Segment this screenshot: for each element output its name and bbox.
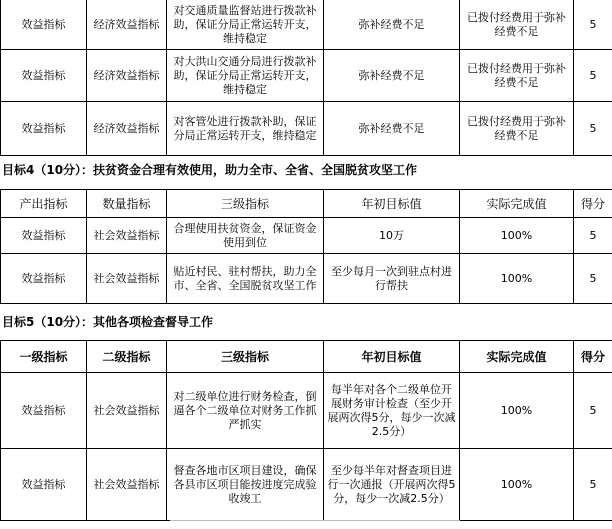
level1-cell: 效益指标 <box>1 0 87 50</box>
goal5-title: 目标5（10分）：其他各项检查督导工作 <box>2 314 213 330</box>
level1-cell: 效益指标 <box>1 449 87 521</box>
header-cell: 实际完成值 <box>460 341 574 373</box>
level2-cell: 社会效益指标 <box>87 218 167 254</box>
score-cell: 5 <box>574 449 612 521</box>
level3-cell: 贴近村民、驻村帮扶，助力全市、全省、全国脱贫攻坚工作 <box>167 254 324 304</box>
table-row <box>1 373 612 449</box>
table-header-row <box>1 190 612 218</box>
score-cell: 5 <box>574 0 612 50</box>
actual-cell: 100% <box>460 373 574 449</box>
goal4-title: 目标4（10分）：扶贫资金合理有效使用，助力全市、全省、全国脱贫攻坚工作 <box>2 162 417 178</box>
score-cell: 5 <box>574 50 612 102</box>
level3-cell: 合理使用扶贫资金，保证资金使用到位 <box>167 218 324 254</box>
target-cell: 至少每半年对督查项目进行一次通报（开展两次得5分，每少一次减2.5分） <box>324 449 460 521</box>
level3-cell: 对二级单位进行财务检查，倒逼各个二级单位对财务工作抓严抓实 <box>167 373 324 449</box>
header-cell: 二级指标 <box>87 341 167 373</box>
target-cell: 每半年对各个二级单位开展财务审计检查（至少开展两次得5分，每少一次减2.5分） <box>324 373 460 449</box>
level3-cell: 对客管处进行拨款补助，保证分局正常运转开支，维持稳定 <box>167 102 324 156</box>
level1-cell: 效益指标 <box>1 254 87 304</box>
target-cell: 至少每月一次到驻点村进行帮扶 <box>324 254 460 304</box>
level1-cell: 效益指标 <box>1 50 87 102</box>
header-cell: 数量指标 <box>87 190 167 218</box>
table-row <box>1 50 612 102</box>
header-cell: 年初目标值 <box>324 190 460 218</box>
level2-cell: 社会效益指标 <box>87 449 167 521</box>
level1-cell: 效益指标 <box>1 102 87 156</box>
table-row <box>1 0 612 50</box>
table-row <box>1 218 612 254</box>
table-row <box>1 102 612 156</box>
header-cell: 产出指标 <box>1 190 87 218</box>
table-row <box>1 254 612 304</box>
score-cell: 5 <box>574 218 612 254</box>
header-cell: 得分 <box>574 341 612 373</box>
level3-cell: 对交通质量监督站进行拨款补助，保证分局正常运转开支，维持稳定 <box>167 0 324 50</box>
header-cell: 一级指标 <box>1 341 87 373</box>
table-goal5 <box>0 340 612 521</box>
actual-cell: 100% <box>460 449 574 521</box>
target-cell: 10万 <box>324 218 460 254</box>
target-cell: 弥补经费不足 <box>324 102 460 156</box>
level1-cell: 效益指标 <box>1 218 87 254</box>
actual-cell: 100% <box>460 254 574 304</box>
header-cell: 年初目标值 <box>324 341 460 373</box>
header-cell: 得分 <box>574 190 612 218</box>
actual-cell: 已拨付经费用于弥补经费不足 <box>460 102 574 156</box>
header-cell: 三级指标 <box>167 190 324 218</box>
header-cell: 实际完成值 <box>460 190 574 218</box>
target-cell: 弥补经费不足 <box>324 0 460 50</box>
actual-cell: 已拨付经费用于弥补经费不足 <box>460 0 574 50</box>
score-cell: 5 <box>574 102 612 156</box>
score-cell: 5 <box>574 373 612 449</box>
level2-cell: 社会效益指标 <box>87 373 167 449</box>
level2-cell: 经济效益指标 <box>87 102 167 156</box>
level2-cell: 社会效益指标 <box>87 254 167 304</box>
table-row <box>1 449 612 521</box>
table-goal3-continued <box>0 0 612 156</box>
level2-cell: 经济效益指标 <box>87 50 167 102</box>
actual-cell: 已拨付经费用于弥补经费不足 <box>460 50 574 102</box>
table-goal4 <box>0 189 612 304</box>
header-cell: 三级指标 <box>167 341 324 373</box>
score-cell: 5 <box>574 254 612 304</box>
target-cell: 弥补经费不足 <box>324 50 460 102</box>
actual-cell: 100% <box>460 218 574 254</box>
level3-cell: 督查各地市区项目建设，确保各县市区项目能按进度完成验收竣工 <box>167 449 324 521</box>
level1-cell: 效益指标 <box>1 373 87 449</box>
table-header-row <box>1 341 612 373</box>
level2-cell: 经济效益指标 <box>87 0 167 50</box>
level3-cell: 对大洪山交通分局进行拨款补助，保证分局正常运转开支，维持稳定 <box>167 50 324 102</box>
